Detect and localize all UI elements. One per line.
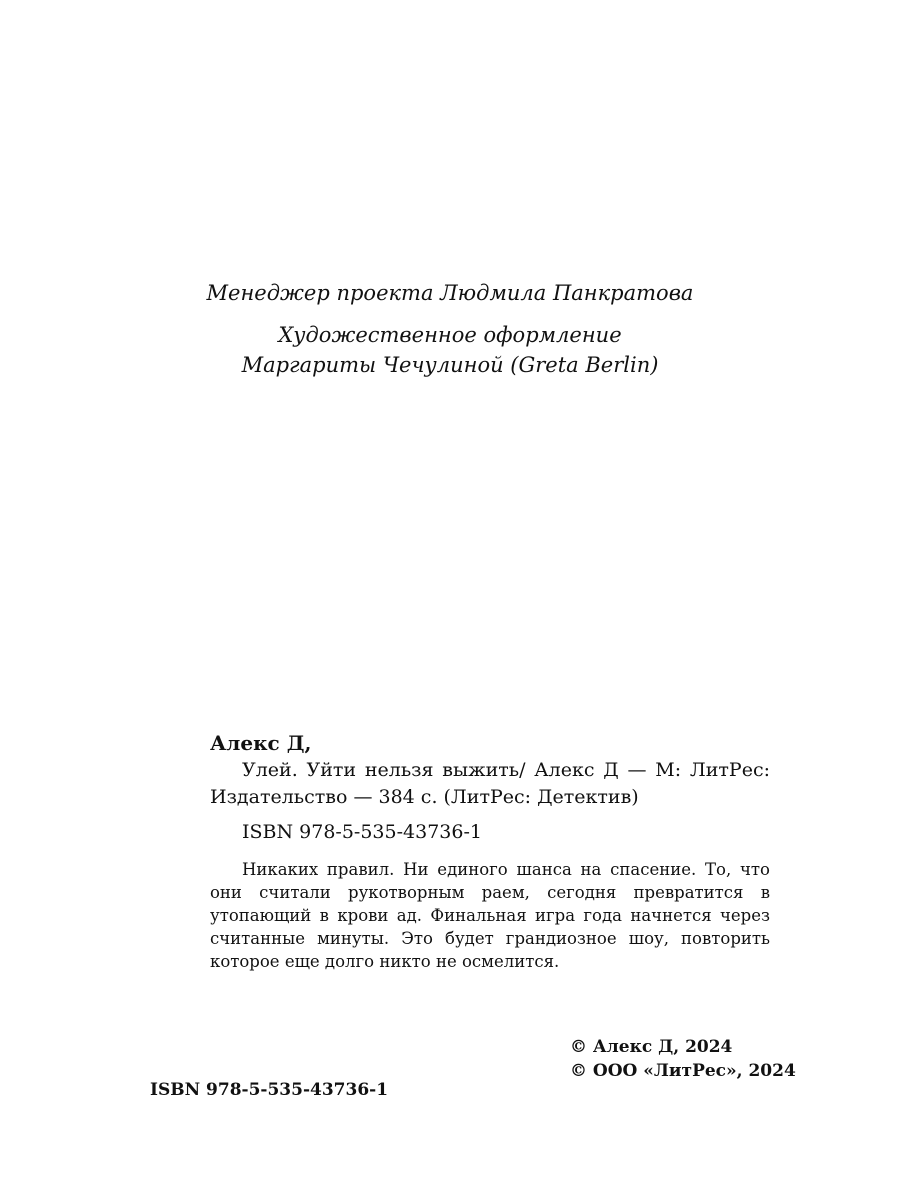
credits-manager — [0, 278, 900, 308]
author-name: Алекс Д, — [210, 731, 312, 755]
project-manager-credit: Менеджер проекта Людмила Панкратова — [206, 281, 694, 305]
bibliographic-record — [210, 730, 770, 973]
book-description: Улей. Уйти нельзя выжить/ Алекс Д — М: ЛитРес: Издательство — 384 с. (ЛитРес: Детектив) — [210, 759, 770, 808]
credits-design — [0, 320, 900, 380]
copyright-publisher: © ООО «ЛитРес», 2024 — [570, 1061, 796, 1081]
footer-isbn: ISBN 978-5-535-43736-1 — [150, 1080, 389, 1100]
isbn-number: ISBN 978-5-535-43736-1 — [242, 821, 482, 843]
copyright-author: © Алекс Д, 2024 — [570, 1037, 733, 1057]
copyright-block — [570, 1035, 796, 1083]
design-credit-line1: Художественное оформление — [278, 323, 622, 347]
book-annotation: Никаких правил. Ни единого шанса на спасение. То, что они считали рукотворным раем, сегодня превратится в утопающий в крови ад. Финальная игра года начнется через считанные минуты. Это будет грандиозное шоу, повторить которое еще долго никто не осмелится. — [210, 860, 770, 971]
design-credit-line2: Маргариты Чечулиной (Greta Berlin) — [241, 353, 659, 377]
